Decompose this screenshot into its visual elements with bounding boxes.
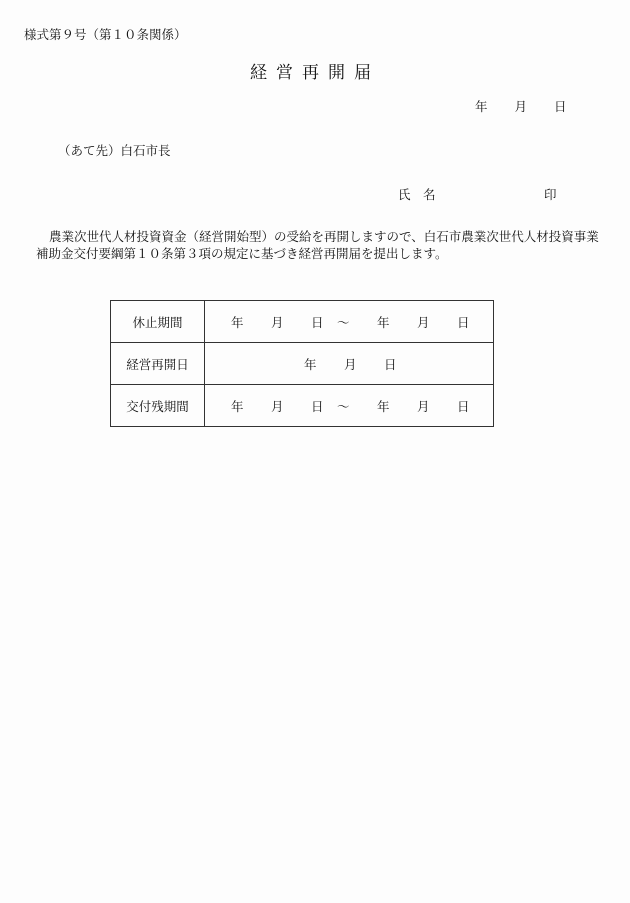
addressee: （あて先）白石市長: [58, 143, 171, 158]
from-day: 日: [311, 314, 324, 330]
range-separator: ～: [337, 314, 350, 330]
date-month-label: 月: [514, 99, 528, 114]
remaining-period-value[interactable]: [205, 385, 494, 427]
submission-date[interactable]: [475, 97, 567, 115]
suspension-period-label: 休止期間: [111, 301, 205, 343]
from-day: 日: [311, 398, 324, 414]
period-table: [110, 300, 494, 427]
form-number: 様式第９号（第１０条関係）: [24, 27, 187, 42]
resumption-date-label: 経営再開日: [111, 343, 205, 385]
suspension-period-value[interactable]: [205, 301, 494, 343]
table-row: [111, 343, 494, 385]
seal-mark: 印: [544, 187, 557, 202]
resumption-date-value[interactable]: [205, 343, 494, 385]
resume-month: 月: [344, 356, 357, 372]
table-row: [111, 385, 494, 427]
to-day: 日: [457, 398, 470, 414]
name-label: 氏 名: [398, 187, 436, 202]
to-month: 月: [417, 398, 430, 414]
from-month: 月: [271, 398, 284, 414]
resume-day: 日: [384, 356, 397, 372]
from-year: 年: [231, 398, 244, 414]
date-year-label: 年: [475, 99, 488, 114]
to-day: 日: [457, 314, 470, 330]
to-month: 月: [417, 314, 430, 330]
resume-year: 年: [304, 356, 317, 372]
remaining-period-label: 交付残期間: [111, 385, 205, 427]
table-row: [111, 301, 494, 343]
to-year: 年: [377, 398, 390, 414]
from-year: 年: [231, 314, 244, 330]
document-title: 経営再開届: [250, 63, 380, 83]
date-day-label: 日: [554, 99, 567, 114]
declaration-text: 農業次世代人材投資資金（経営開始型）の受給を再開しますので、白石市農業次世代人材投資事業補助金交付要綱第１０条第３項の規定に基づき経営再開届を提出します。: [36, 229, 599, 261]
to-year: 年: [377, 314, 390, 330]
applicant-name-field[interactable]: [398, 185, 557, 203]
from-month: 月: [271, 314, 284, 330]
range-separator: ～: [337, 398, 350, 414]
